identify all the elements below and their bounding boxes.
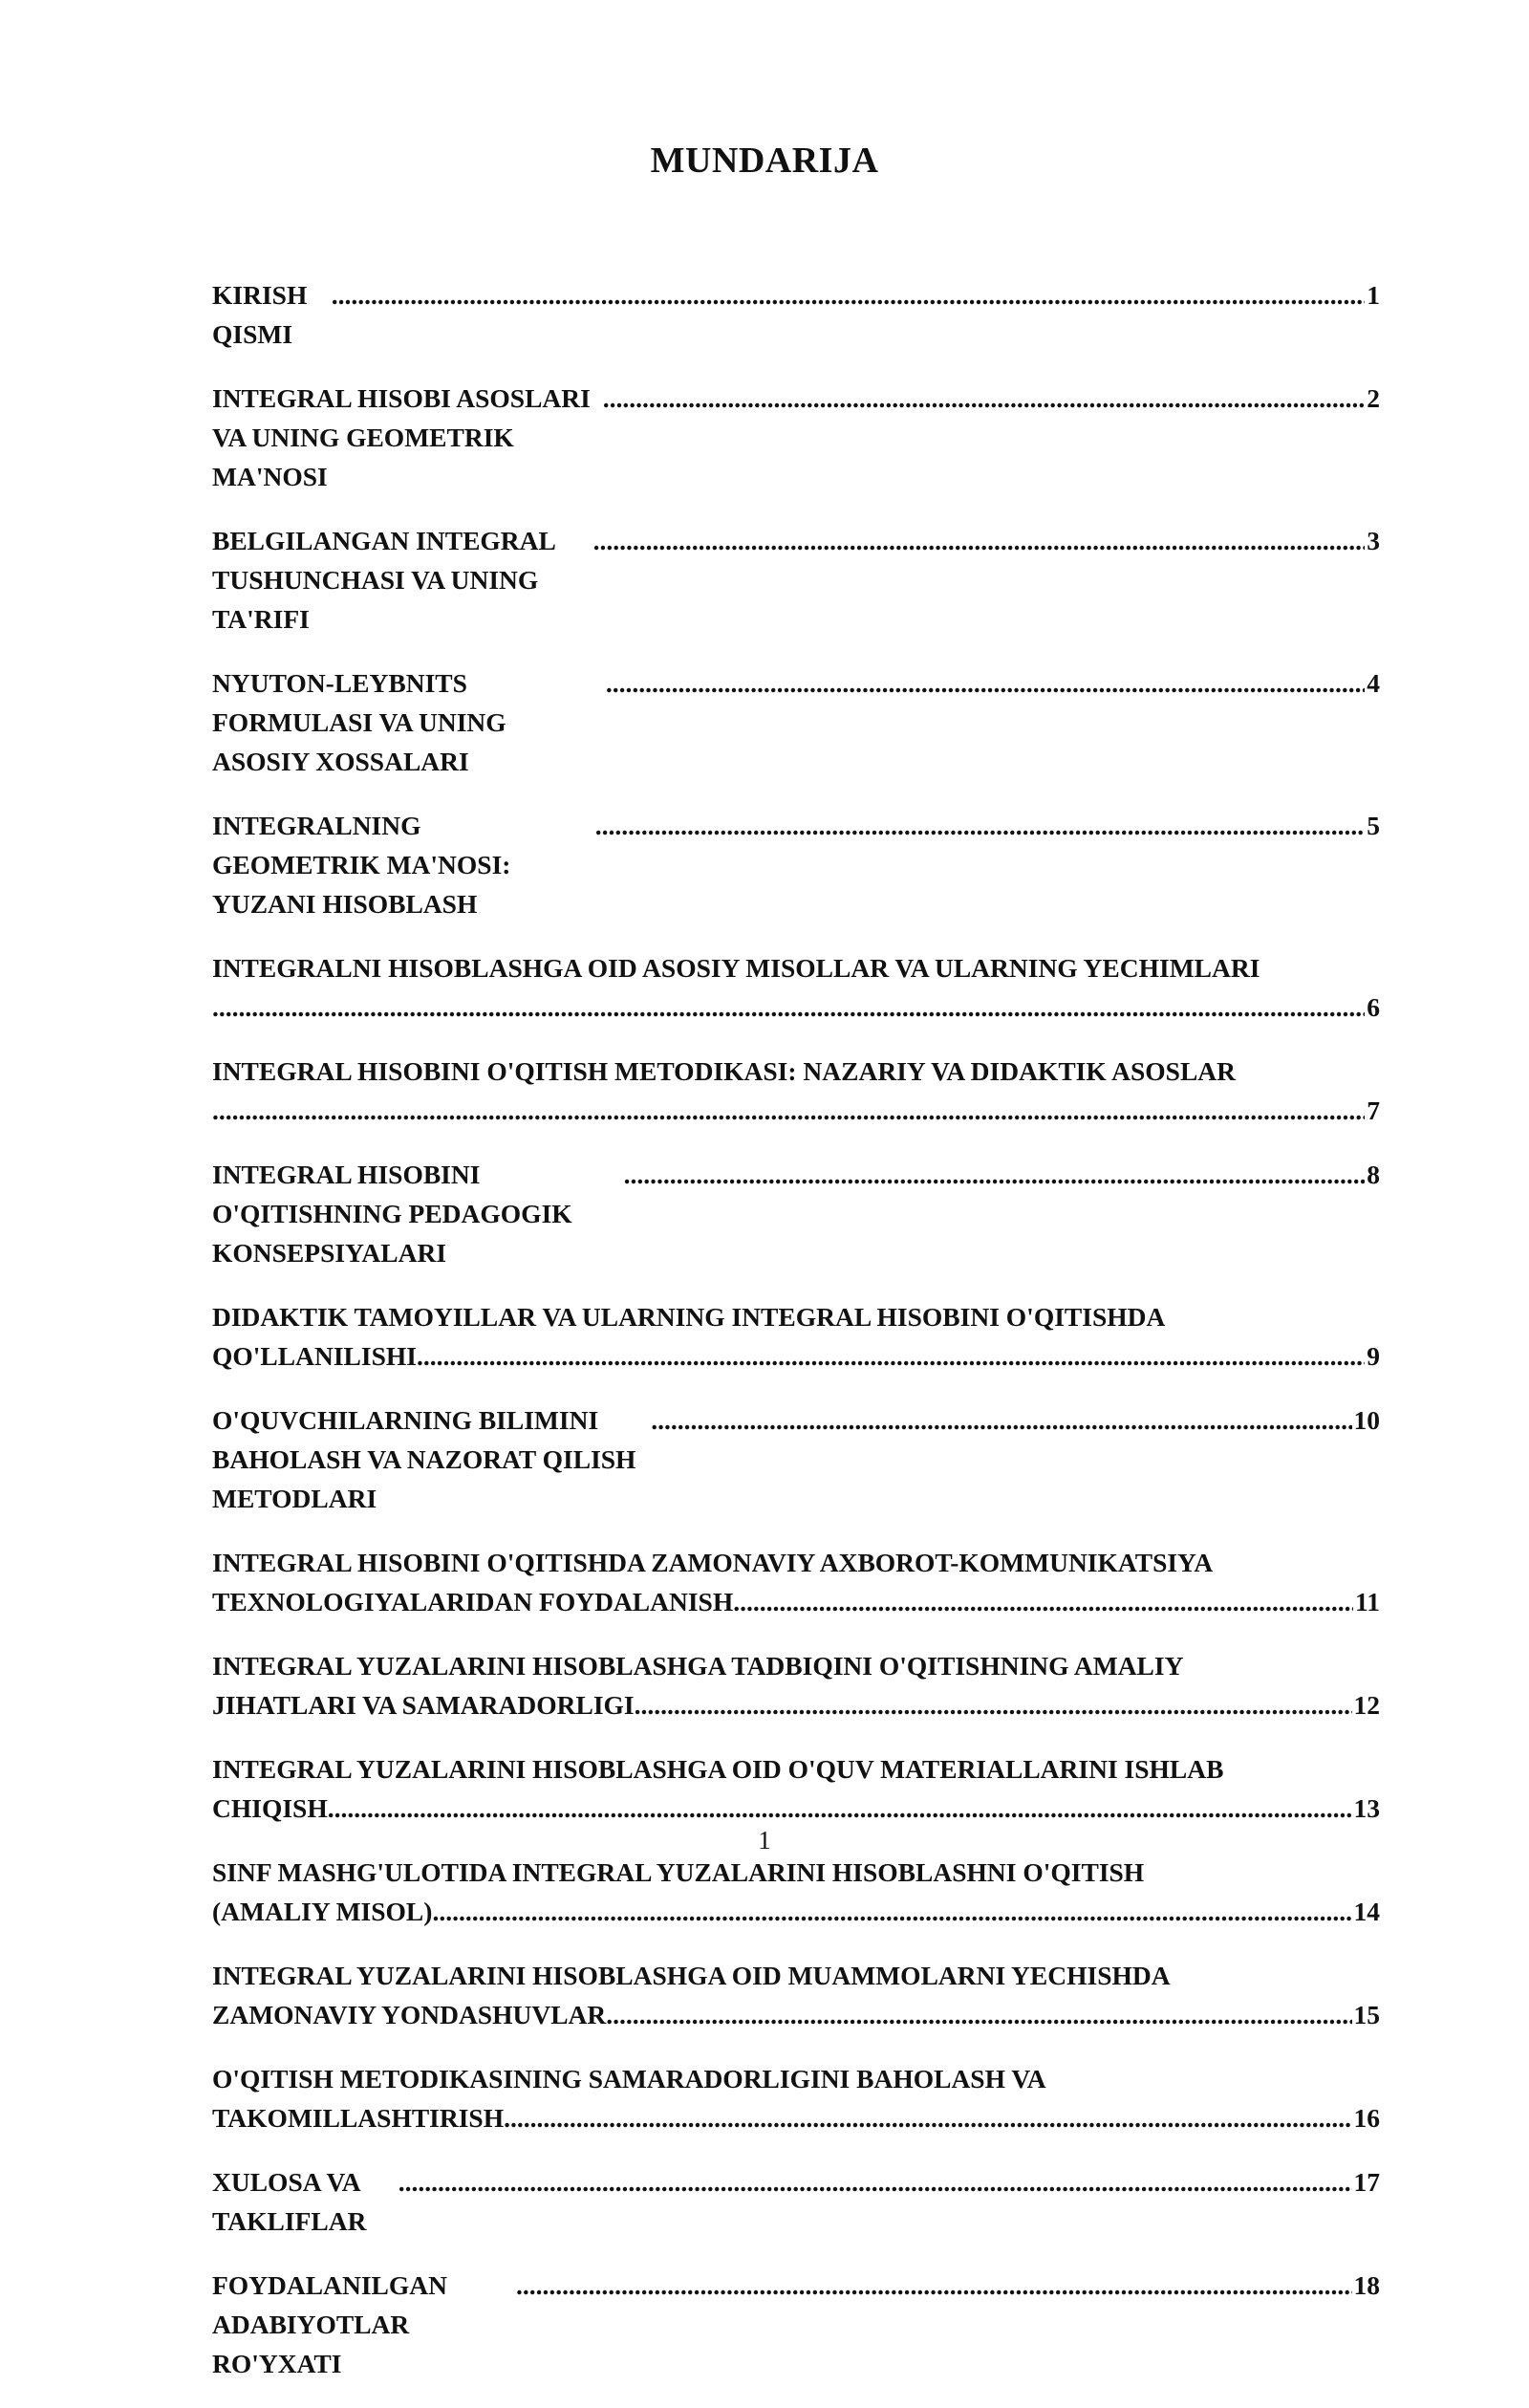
toc-leader-dots: [595, 806, 1365, 845]
toc-entry-page: 17: [1353, 2167, 1380, 2197]
toc-entry[interactable]: [212, 1400, 1380, 1518]
toc-entry-label-continued: TEXNOLOGIYALARIDAN FOYDALANISH: [212, 1587, 734, 1616]
toc-entry[interactable]: [212, 1646, 1380, 1725]
toc-entry-page: 7: [1367, 1096, 1380, 1125]
toc-entry-label: BELGILANGAN INTEGRAL TUSHUNCHASI VA UNING TA'RIFI: [212, 526, 555, 634]
toc-entry-label: INTEGRAL YUZALARINI HISOBLASHGA TADBIQINI O'QITISHNING AMALIY: [212, 1651, 1184, 1681]
toc-entry[interactable]: [212, 379, 1380, 496]
toc-entry-tail: [212, 1336, 1380, 1376]
toc-entry-label: INTEGRALNING GEOMETRIK MA'NOSI: YUZANI HISOBLASH: [212, 811, 511, 919]
toc-entry-tail: [212, 1892, 1380, 1931]
toc-entry-page: 3: [1367, 526, 1380, 555]
toc-entry-label: INTEGRAL HISOBINI O'QITISH METODIKASI: NAZARIY VA DIDAKTIK ASOSLAR: [212, 1056, 1237, 1086]
toc-leader-dots: [606, 1995, 1351, 2034]
toc-leader-dots: [432, 1892, 1351, 1931]
toc-entry-page: 11: [1355, 1587, 1380, 1616]
toc-leader-dots: [603, 379, 1366, 418]
toc-entry-label: INTEGRALNI HISOBLASHGA OID ASOSIY MISOLLAR VA ULARNING YECHIMLARI: [212, 953, 1260, 983]
toc-entry[interactable]: [212, 2266, 1380, 2383]
toc-entry-label: INTEGRAL HISOBI ASOSLARI VA UNING GEOMETRIK MA'NOSI: [212, 383, 591, 491]
toc-leader-dots: [624, 1155, 1366, 1194]
toc-entry-label: INTEGRAL HISOBINI O'QITISHNING PEDAGOGIK KONSEPSIYALARI: [212, 1160, 572, 1268]
toc-leader-dots: [328, 1789, 1352, 1828]
toc-entry-label: O'QITISH METODIKASINING SAMARADORLIGINI BAHOLASH VA: [212, 2064, 1046, 2093]
page-title: MUNDARIJA: [650, 141, 879, 181]
toc-entry-tail: [212, 1995, 1380, 2034]
toc-entry-label: FOYDALANILGAN ADABIYOTLAR RO'YXATI: [212, 2270, 447, 2378]
toc-leader-dots: [504, 2098, 1351, 2137]
toc-entry-label: SINF MASHG'ULOTIDA INTEGRAL YUZALARINI HISOBLASHNI O'QITISH: [212, 1857, 1145, 1887]
table-of-contents: [212, 275, 1380, 2408]
toc-entry[interactable]: [212, 948, 1380, 1027]
toc-entry-label: DIDAKTIK TAMOYILLAR VA ULARNING INTEGRAL HISOBINI O'QITISHDA: [212, 1302, 1166, 1332]
toc-entry-tail: [212, 1582, 1380, 1621]
toc-leader-dots: [212, 987, 1365, 1027]
toc-entry-page: 16: [1353, 2103, 1380, 2133]
toc-entry-tail: [212, 1789, 1380, 1828]
toc-leader-dots: [593, 521, 1366, 560]
toc-entry[interactable]: [212, 1956, 1380, 2034]
toc-entry-page: 13: [1353, 1793, 1380, 1823]
toc-entry[interactable]: [212, 806, 1380, 923]
toc-entry[interactable]: [212, 2059, 1380, 2137]
toc-entry-tail: [212, 1685, 1380, 1725]
toc-entry-label: INTEGRAL HISOBINI O'QITISHDA ZAMONAVIY AXBOROT-KOMMUNIKATSIYA: [212, 1548, 1214, 1577]
toc-entry-page: 1: [1367, 280, 1380, 310]
toc-entry-page: 12: [1353, 1690, 1380, 1720]
toc-entry-label-continued: CHIQISH: [212, 1793, 328, 1823]
toc-entry[interactable]: [212, 1155, 1380, 1272]
toc-entry[interactable]: [212, 275, 1380, 354]
toc-entry-tail: [212, 987, 1380, 1027]
toc-leader-dots: [212, 1091, 1365, 1130]
toc-leader-dots: [606, 663, 1365, 703]
toc-entry-label: INTEGRAL YUZALARINI HISOBLASHGA OID MUAMMOLARNI YECHISHDA: [212, 1961, 1171, 1990]
toc-entry-label: XULOSA VA TAKLIFLAR: [212, 2167, 367, 2236]
toc-entry-page: 9: [1367, 1341, 1380, 1371]
toc-entry-page: 2: [1367, 383, 1380, 413]
toc-entry-label-continued: JIHATLARI VA SAMARADORLIGI: [212, 1690, 635, 1720]
toc-entry[interactable]: [212, 1749, 1380, 1828]
toc-entry-page: 15: [1353, 2000, 1380, 2029]
toc-entry-page: 10: [1353, 1405, 1380, 1435]
toc-entry-tail: [212, 1091, 1380, 1130]
toc-entry-label: KIRISH QISMI: [212, 280, 308, 349]
toc-entry-label: O'QUVCHILARNING BILIMINI BAHOLASH VA NAZORAT QILISH METODLARI: [212, 1405, 636, 1513]
toc-entry-label-continued: (AMALIY MISOL): [212, 1897, 433, 1926]
toc-entry-label: NYUTON-LEYBNITS FORMULASI VA UNING ASOSIY XOSSALARI: [212, 668, 506, 776]
toc-entry[interactable]: [212, 1853, 1380, 1931]
toc-leader-dots: [516, 2266, 1352, 2305]
toc-entry-tail: [212, 2098, 1380, 2137]
toc-entry-label-continued: ZAMONAVIY YONDASHUVLAR: [212, 2000, 607, 2029]
toc-entry-page: 8: [1367, 1160, 1380, 1189]
toc-leader-dots: [733, 1582, 1353, 1621]
toc-entry[interactable]: [212, 663, 1380, 781]
toc-entry-page: 14: [1353, 1897, 1380, 1926]
toc-entry-label-continued: TAKOMILLASHTIRISH: [212, 2103, 505, 2133]
toc-entry[interactable]: [212, 521, 1380, 639]
toc-leader-dots: [332, 275, 1366, 315]
toc-entry-label: INTEGRAL YUZALARINI HISOBLASHGA OID O'QUV MATERIALLARINI ISHLAB: [212, 1754, 1224, 1784]
toc-entry[interactable]: [212, 1543, 1380, 1621]
toc-entry[interactable]: [212, 1297, 1380, 1376]
toc-leader-dots: [635, 1685, 1352, 1725]
toc-entry[interactable]: [212, 1052, 1380, 1130]
toc-entry-page: 18: [1353, 2270, 1380, 2300]
toc-entry-page: 5: [1367, 811, 1380, 840]
footer-page-number: 1: [758, 1826, 771, 1855]
toc-entry-label-continued: QO'LLANILISHI: [212, 1341, 417, 1371]
toc-leader-dots: [417, 1336, 1365, 1376]
toc-leader-dots: [398, 2162, 1352, 2202]
toc-entry-page: 6: [1367, 992, 1380, 1022]
toc-leader-dots: [651, 1400, 1351, 1440]
toc-entry-page: 4: [1367, 668, 1380, 698]
toc-entry[interactable]: [212, 2162, 1380, 2241]
